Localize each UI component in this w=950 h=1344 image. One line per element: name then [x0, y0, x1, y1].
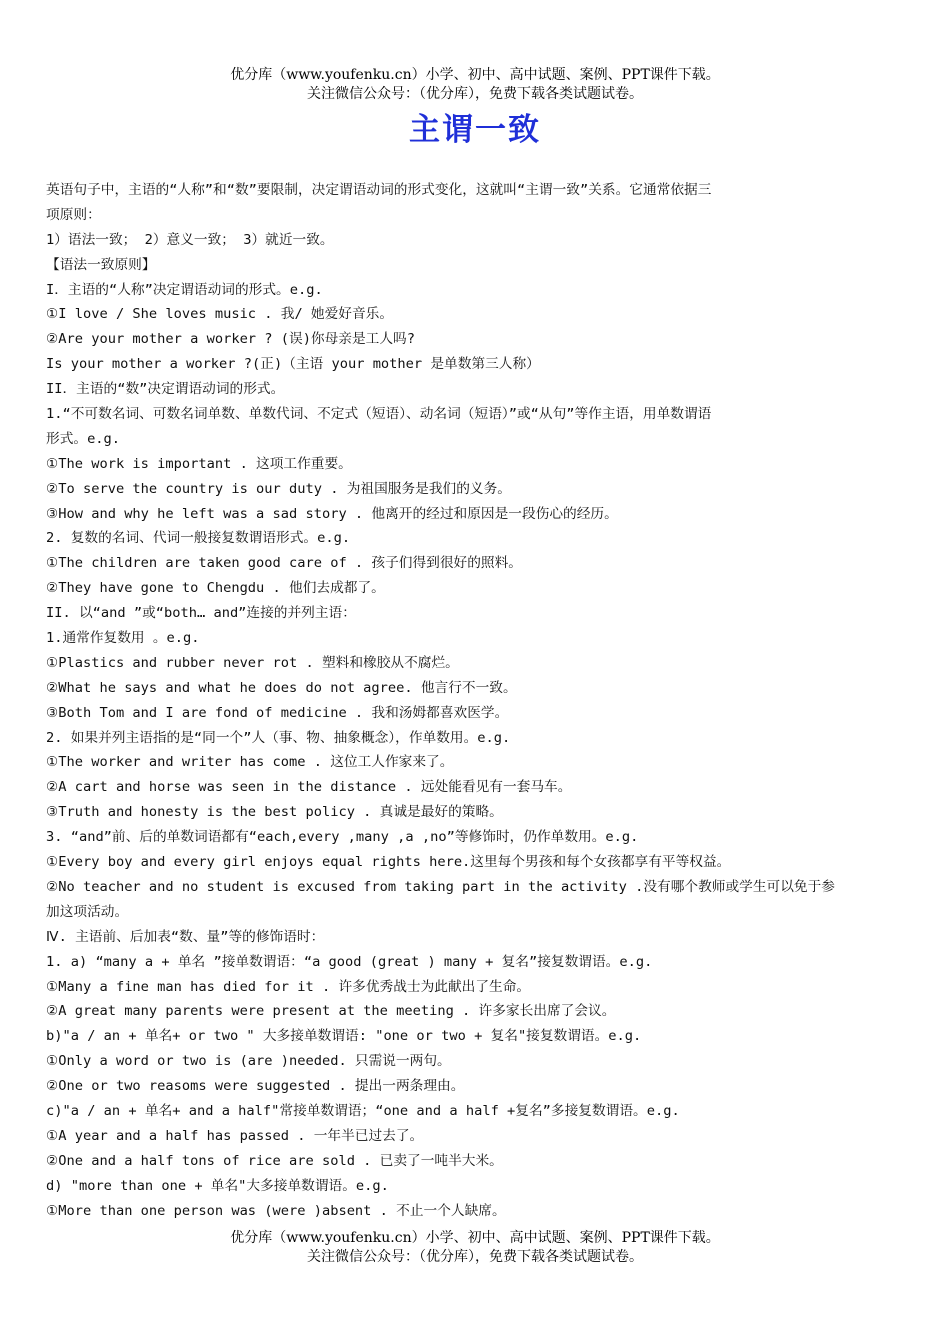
- text-line: 加这项活动。: [46, 903, 129, 920]
- text-line: ①Many a fine man has died for it . 许多优秀战士为此献出了生命。: [46, 978, 531, 995]
- text-line: ②What he says and what he does do not agree. 他言行不一致。: [46, 679, 517, 696]
- text-line: ②A cart and horse was seen in the distance . 远处能看见有一套马车。: [46, 779, 572, 796]
- text-line: 【语法一致原则】: [46, 256, 156, 273]
- page-title: 主谓一致: [409, 112, 541, 148]
- text-line: d) "more than one + 单名"大多接单数谓语。e.g.: [46, 1177, 389, 1194]
- text-line: ②One and a half tons of rice are sold . 已卖了一吨半大米。: [46, 1152, 503, 1169]
- text-line: ①I love / She loves music . 我/ 她爱好音乐。: [46, 306, 394, 323]
- document-body: [46, 178, 904, 1223]
- text-line: ①Only a word or two is (are )needed. 只需说一两句。: [46, 1053, 451, 1070]
- text-line: 1. a) “many a + 单名 ”接单数谓语：“a good (great ) many + 复名”接复数谓语。e.g.: [46, 953, 653, 970]
- header-line-2: 关注微信公众号：（优分库），免费下载各类试题试卷。: [307, 86, 643, 102]
- text-line: ①The worker and writer has come . 这位工人作家来了。: [46, 754, 454, 771]
- text-line: b)"a / an + 单名+ or two " 大多接单数谓语: "one or two + 复名"接复数谓语。e.g.: [46, 1028, 642, 1045]
- text-line: ②No teacher and no student is excused from taking part in the activity .没有哪个教师或学生可以免于参: [46, 878, 835, 895]
- text-line: I．主语的“人称”决定谓语动词的形式。e.g.: [46, 281, 323, 298]
- text-line: ②One or two reasoms were suggested . 提出一两条理由。: [46, 1078, 465, 1095]
- text-line: ①Plastics and rubber never rot . 塑料和橡胶从不腐烂。: [46, 654, 459, 671]
- text-line: ②A great many parents were present at the meeting . 许多家长出席了会议。: [46, 1003, 616, 1020]
- text-line: ①Every boy and every girl enjoys equal rights here.这里每个男孩和每个女孩都享有平等权益。: [46, 854, 731, 871]
- header-line-1: 优分库（www.youfenku.cn）小学、初中、高中试题、案例、PPT课件下载。: [230, 67, 720, 83]
- text-line: ③Both Tom and I are fond of medicine . 我和汤姆都喜欢医学。: [46, 704, 509, 721]
- text-line: ①The work is important . 这项工作重要。: [46, 455, 352, 472]
- text-line: 2. 复数的名词、代词一般接复数谓语形式。e.g.: [46, 530, 351, 547]
- text-line: ②They have gone to Chengdu . 他们去成都了。: [46, 580, 385, 597]
- text-line: ③Truth and honesty is the best policy . 真诚是最好的策略。: [46, 804, 503, 821]
- text-line: 1.“不可数名词、可数名词单数、单数代词、不定式（短语）、动名词（短语）”或“从句”等作主语，用单数谓语: [46, 406, 712, 423]
- text-line: II. 以“and ”或“both… and”连接的并列主语：: [46, 605, 356, 622]
- text-line: 3. “and”前、后的单数词语都有“each,every ,many ,a ,no”等修饰时，仍作单数用。e.g.: [46, 829, 639, 846]
- text-line: ①The children are taken good care of . 孩子们得到很好的照料。: [46, 555, 522, 572]
- text-line: ②To serve the country is our duty . 为祖国服务是我们的义务。: [46, 480, 511, 497]
- text-line: II．主语的“数”决定谓语动词的形式。: [46, 381, 285, 398]
- text-line: 1.通常作复数用 。e.g.: [46, 630, 200, 647]
- text-line: ②Are your mother a worker ? (误)你母亲是工人吗?: [46, 331, 415, 348]
- text-line: ①A year and a half has passed . 一年半已过去了。: [46, 1127, 424, 1144]
- text-line: 项原则：: [46, 206, 101, 223]
- text-line: 1）语法一致； 2）意义一致； 3）就近一致。: [46, 231, 334, 248]
- text-line: ③How and why he left was a sad story . 他离开的经过和原因是一段伤心的经历。: [46, 505, 618, 522]
- text-line: 2. 如果并列主语指的是“同一个”人（事、物、抽象概念），作单数用。e.g.: [46, 729, 511, 746]
- text-line: 形式。e.g.: [46, 430, 121, 447]
- footer-line-2: 关注微信公众号：（优分库），免费下载各类试题试卷。: [307, 1249, 643, 1265]
- text-line: 英语句子中，主语的“人称”和“数”要限制，决定谓语动词的形式变化，这就叫“主谓一致”关系。它通常依据三: [46, 182, 712, 198]
- footer-line-1: 优分库（www.youfenku.cn）小学、初中、高中试题、案例、PPT课件下载。: [230, 1230, 720, 1246]
- text-line: ①More than one person was (were )absent . 不止一个人缺席。: [46, 1202, 506, 1219]
- text-line: c)"a / an + 单名+ and a half"常接单数谓语；“one and a half +复名”多接复数谓语。e.g.: [46, 1102, 680, 1119]
- text-line: Ⅳ. 主语前、后加表“数、量”等的修饰语时：: [46, 928, 325, 945]
- text-line: Is your mother a worker ?(正)（主语 your mother 是单数第三人称）: [46, 356, 540, 373]
